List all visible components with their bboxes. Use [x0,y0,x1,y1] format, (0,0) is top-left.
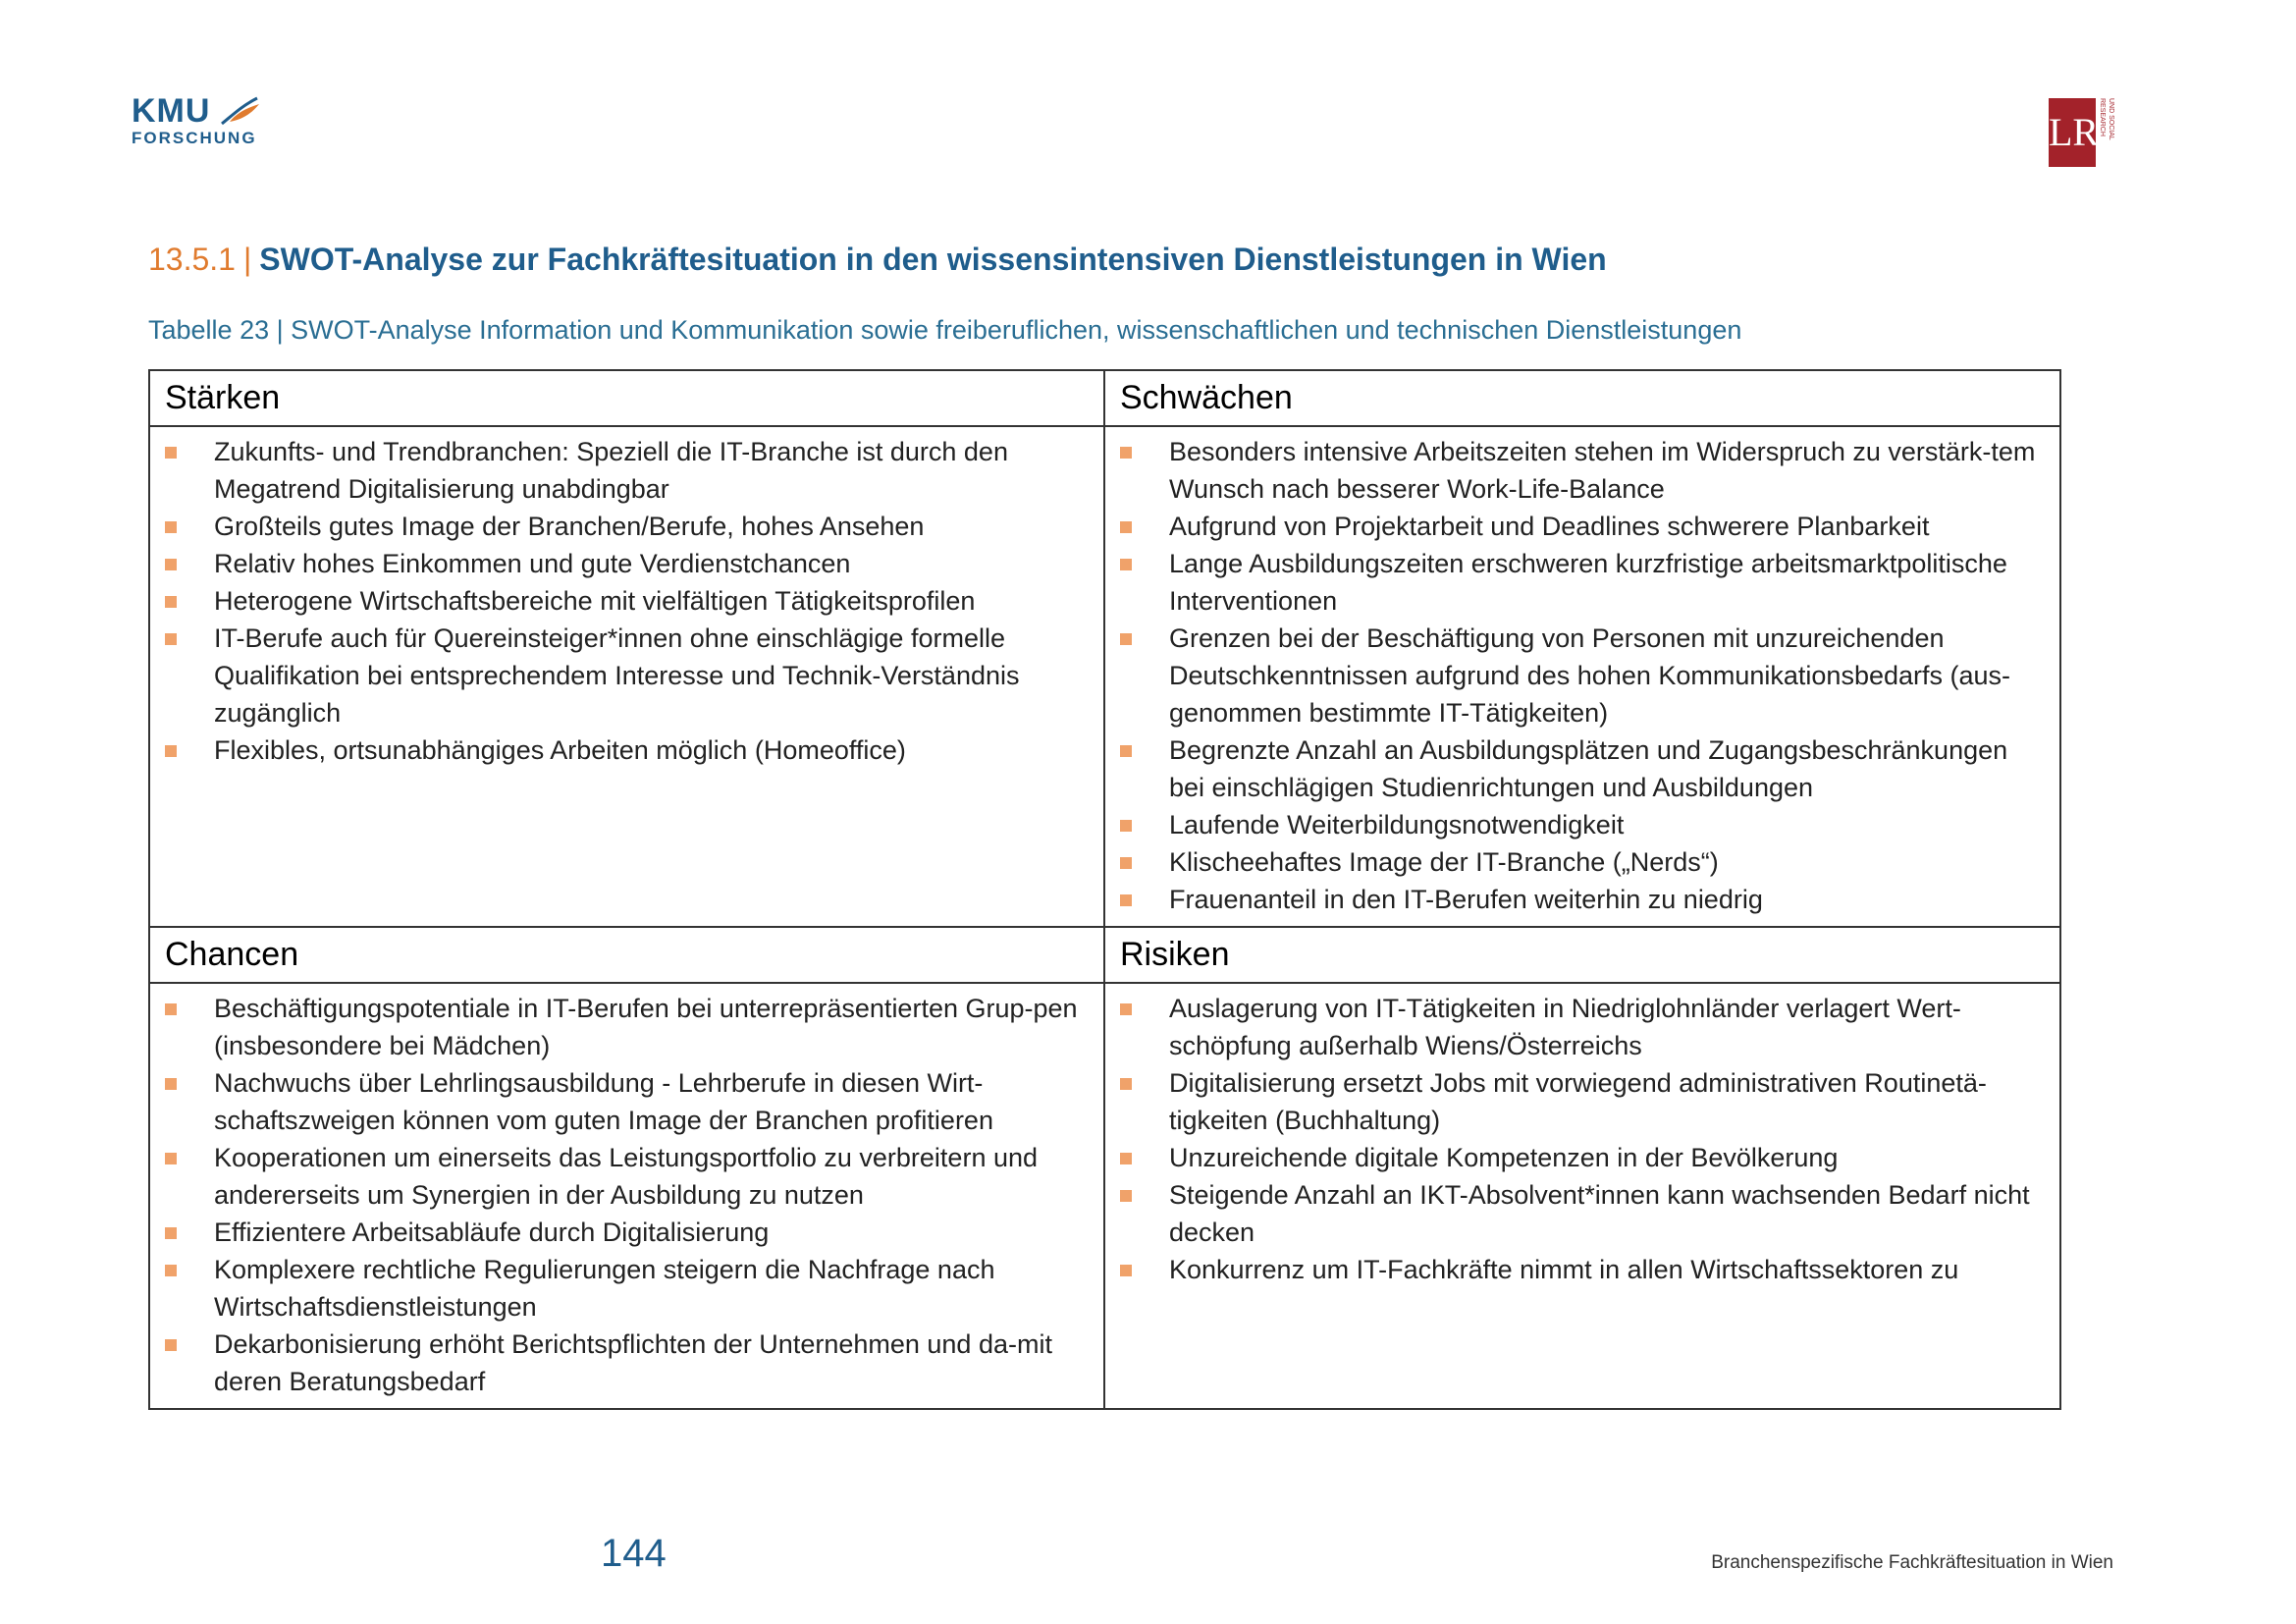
swot-table [148,369,2061,1410]
lr-logo-box: LR [2049,98,2096,167]
list-item: Besonders intensive Arbeitszeiten stehen im Widerspruch zu verstärk-tem Wunsch nach besserer Work-Life-Balance [1120,433,2042,508]
list-item: Klischeehaftes Image der IT-Branche („Nerds“) [1120,843,2042,881]
list-item: Relativ hohes Einkommen und gute Verdienstchancen [165,545,1086,582]
page-number: 144 [601,1532,667,1575]
weaknesses-cell [1104,426,2060,927]
list-item: Unzureichende digitale Kompetenzen in der Bevölkerung [1120,1139,2042,1176]
kmu-forschung-logo [132,94,259,155]
list-item: Effizientere Arbeitsabläufe durch Digitalisierung [165,1214,1086,1251]
list-item: Digitalisierung ersetzt Jobs mit vorwiegend administrativen Routinetä-tigkeiten (Buchhaltung) [1120,1064,2042,1139]
table-caption: Tabelle 23 | SWOT-Analyse Information und Kommunikation sowie freiberuflichen, wissenschaftlichen und technischen Dienstleistungen [148,315,1742,345]
opportunities-list [165,990,1086,1400]
strengths-cell [149,426,1104,927]
section-title: SWOT-Analyse zur Fachkräftesituation in den wissensintensiven Dienstleistungen in Wien [259,242,1607,277]
list-item: Begrenzte Anzahl an Ausbildungsplätzen und Zugangsbeschränkungen bei einschlägigen Studienrichtungen und Ausbildungen [1120,731,2042,806]
lr-logo-vertical-text: UND SOCIAL RESEARCH [2099,98,2114,140]
strengths-list [165,433,1086,769]
list-item: Grenzen bei der Beschäftigung von Personen mit unzureichenden Deutschkenntnissen aufgrund des hohen Kommunikationsbedarfs (aus-genommen bestimmte IT-Tätigkeiten) [1120,620,2042,731]
running-footer-title: Branchenspezifische Fachkräftesituation in Wien [1711,1552,2113,1573]
list-item: Lange Ausbildungszeiten erschweren kurzfristige arbeitsmarktpolitische Interventionen [1120,545,2042,620]
list-item: Komplexere rechtliche Regulierungen steigern die Nachfrage nach Wirtschaftsdienstleistungen [165,1251,1086,1326]
list-item: Beschäftigungspotentiale in IT-Berufen bei unterrepräsentierten Grup-pen (insbesondere bei Mädchen) [165,990,1086,1064]
list-item: Frauenanteil in den IT-Berufen weiterhin zu niedrig [1120,881,2042,918]
leaf-icon [218,96,261,126]
list-item: Heterogene Wirtschaftsbereiche mit vielfältigen Tätigkeitsprofilen [165,582,1086,620]
list-item: Laufende Weiterbildungsnotwendigkeit [1120,806,2042,843]
list-item: Steigende Anzahl an IKT-Absolvent*innen kann wachsenden Bedarf nicht decken [1120,1176,2042,1251]
opportunities-cell [149,983,1104,1409]
weaknesses-heading: Schwächen [1104,370,2060,426]
kmu-logo-subtext: FORSCHUNG [132,129,257,147]
threats-heading: Risiken [1104,927,2060,983]
threats-list [1120,990,2042,1288]
threats-cell [1104,983,2060,1409]
lr-social-research-logo [2049,98,2115,167]
list-item: Zukunfts- und Trendbranchen: Speziell die IT-Branche ist durch den Megatrend Digitalisierung unabdingbar [165,433,1086,508]
list-item: Nachwuchs über Lehrlingsausbildung - Lehrberufe in diesen Wirt-schaftszweigen können vom guten Image der Branchen profitieren [165,1064,1086,1139]
list-item: Auslagerung von IT-Tätigkeiten in Niedriglohnländer verlagert Wert-schöpfung außerhalb Wiens/Österreichs [1120,990,2042,1064]
weaknesses-list [1120,433,2042,918]
section-separator: | [242,242,252,277]
list-item: Dekarbonisierung erhöht Berichtspflichten der Unternehmen und da-mit deren Beratungsbedarf [165,1326,1086,1400]
list-item: IT-Berufe auch für Quereinsteiger*innen ohne einschlägige formelle Qualifikation bei entsprechendem Interesse und Technik-Verständnis zugänglich [165,620,1086,731]
list-item: Aufgrund von Projektarbeit und Deadlines schwerere Planbarkeit [1120,508,2042,545]
kmu-logo-text: KMU [132,92,211,130]
section-number: 13.5.1 [148,242,236,277]
strengths-heading: Stärken [149,370,1104,426]
list-item: Konkurrenz um IT-Fachkräfte nimmt in allen Wirtschaftssektoren zu [1120,1251,2042,1288]
opportunities-heading: Chancen [149,927,1104,983]
list-item: Großteils gutes Image der Branchen/Berufe, hohes Ansehen [165,508,1086,545]
section-heading [148,240,1607,279]
list-item: Flexibles, ortsunabhängiges Arbeiten möglich (Homeoffice) [165,731,1086,769]
list-item: Kooperationen um einerseits das Leistungsportfolio zu verbreitern und andererseits um Synergien in der Ausbildung zu nutzen [165,1139,1086,1214]
